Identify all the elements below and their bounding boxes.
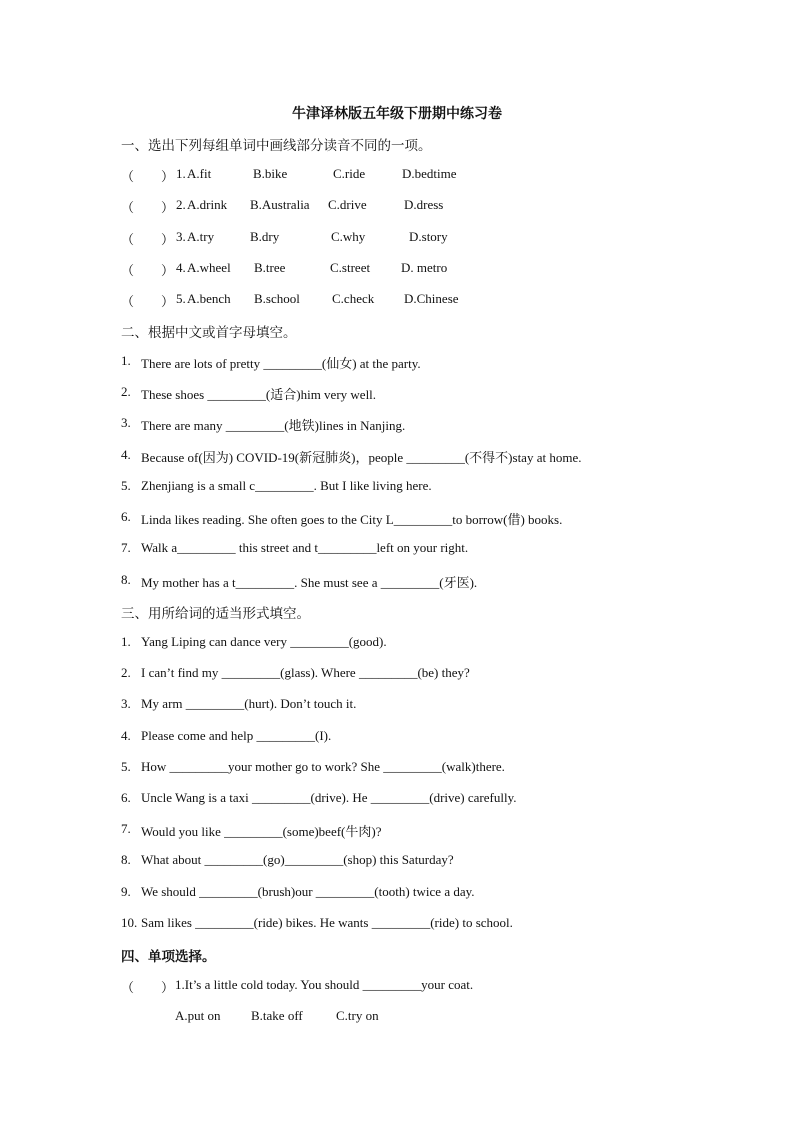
option-a: A.bench — [187, 291, 231, 306]
option-d: D.story — [409, 229, 448, 244]
item-text: Because of(因为) COVID-19(新冠肺炎)，people _________(不得不)stay at home. — [141, 450, 582, 465]
item-number: 4. — [121, 447, 131, 462]
item-number: 1. — [121, 634, 131, 649]
option-d: D.Chinese — [404, 291, 459, 306]
item-text: These shoes _________(适合)him very well. — [141, 387, 377, 402]
option-b: B.dry — [250, 229, 280, 244]
question-stem: 1.It’s a little cold today. You should _________your coat. — [175, 977, 474, 992]
item-number: 10. — [121, 915, 138, 930]
section1-heading: 一、选出下列每组单词中画线部分读音不同的一项。 — [121, 138, 432, 154]
option-c: C.check — [332, 291, 375, 306]
item-number: 2. — [121, 665, 131, 680]
item-number: 2. — [176, 197, 186, 212]
item-text: We should _________(brush)our _________(tooth) twice a day. — [141, 884, 475, 899]
item-number: 6. — [121, 509, 131, 524]
option-a: A.drink — [187, 197, 228, 212]
item-text: There are many _________(地铁)lines in Nanjing. — [141, 418, 406, 433]
item-text: Sam likes _________(ride) bikes. He wants _________(ride) to school. — [141, 915, 513, 930]
item-number: 8. — [121, 852, 131, 867]
item-number: 5. — [176, 291, 186, 306]
item-text: What about _________(go)_________(shop) this Saturday? — [141, 852, 454, 867]
item-text: There are lots of pretty _________(仙女) at the party. — [141, 356, 421, 371]
option-c: C.street — [330, 260, 371, 275]
option-b: B.school — [254, 291, 300, 306]
item-number: 6. — [121, 790, 131, 805]
item-number: 7. — [121, 540, 131, 555]
option-b: B.Australia — [250, 197, 310, 212]
option-c: C.ride — [333, 166, 366, 181]
item-number: 8. — [121, 572, 131, 587]
item-text: How _________your mother go to work? She _________(walk)there. — [141, 759, 505, 774]
item-text: Walk a_________ this street and t_________left on your right. — [141, 540, 469, 555]
item-text: Would you like _________(some)beef(牛肉)? — [141, 824, 382, 839]
section2-heading: 二、根据中文或首字母填空。 — [121, 325, 297, 341]
item-number: 3. — [121, 415, 131, 430]
item-number: 4. — [121, 728, 131, 743]
paren-open: （ — [121, 294, 135, 309]
section4-heading: 四、单项选择。 — [121, 949, 216, 965]
option-a: A.fit — [187, 166, 212, 181]
item-number: 5. — [121, 759, 131, 774]
item-number: 3. — [176, 229, 186, 244]
item-text: I can’t find my _________(glass). Where _________(be) they? — [141, 665, 470, 680]
option-c: C.why — [331, 229, 366, 244]
item-number: 1. — [176, 166, 186, 181]
item-text: Linda likes reading. She often goes to the City L_________to borrow(借) books. — [141, 512, 563, 527]
item-number: 2. — [121, 384, 131, 399]
paren-close: ） — [161, 169, 175, 184]
item-text: My mother has a t_________. She must see a _________(牙医). — [141, 575, 478, 590]
item-number: 5. — [121, 478, 131, 493]
item-number: 9. — [121, 884, 131, 899]
item-text: Zhenjiang is a small c_________. But I like living here. — [141, 478, 432, 493]
item-number: 1. — [121, 353, 131, 368]
paren-close: ） — [161, 232, 175, 247]
paren-open: （ — [121, 263, 135, 278]
option-c: C.drive — [328, 197, 367, 212]
option-b: B.tree — [254, 260, 286, 275]
item-text: Yang Liping can dance very _________(good). — [141, 634, 387, 649]
paren-open: （ — [121, 200, 135, 215]
paren-open: （ — [121, 232, 135, 247]
item-text: Please come and help _________(I). — [141, 728, 332, 743]
item-number: 4. — [176, 260, 186, 275]
paren-close: ） — [161, 263, 175, 278]
option-a: A.put on — [175, 1008, 221, 1023]
page-title: 牛津译林版五年级下册期中练习卷 — [292, 106, 502, 122]
paren-close: ） — [161, 294, 175, 309]
option-d: D.dress — [404, 197, 444, 212]
option-a: A.try — [187, 229, 215, 244]
option-b: B.bike — [253, 166, 288, 181]
section3-heading: 三、用所给词的适当形式填空。 — [121, 606, 310, 622]
option-b: B.take off — [251, 1008, 303, 1023]
paren-open: （ — [121, 980, 135, 995]
item-text: My arm _________(hurt). Don’t touch it. — [141, 696, 357, 711]
item-number: 7. — [121, 821, 131, 836]
option-d: D.bedtime — [402, 166, 457, 181]
option-a: A.wheel — [187, 260, 231, 275]
item-number: 3. — [121, 696, 131, 711]
paren-close: ） — [161, 200, 175, 215]
paren-close: ） — [161, 980, 175, 995]
paren-open: （ — [121, 169, 135, 184]
item-text: Uncle Wang is a taxi _________(drive). He _________(drive) carefully. — [141, 790, 517, 805]
option-c: C.try on — [336, 1008, 379, 1023]
option-d: D. metro — [401, 260, 448, 275]
